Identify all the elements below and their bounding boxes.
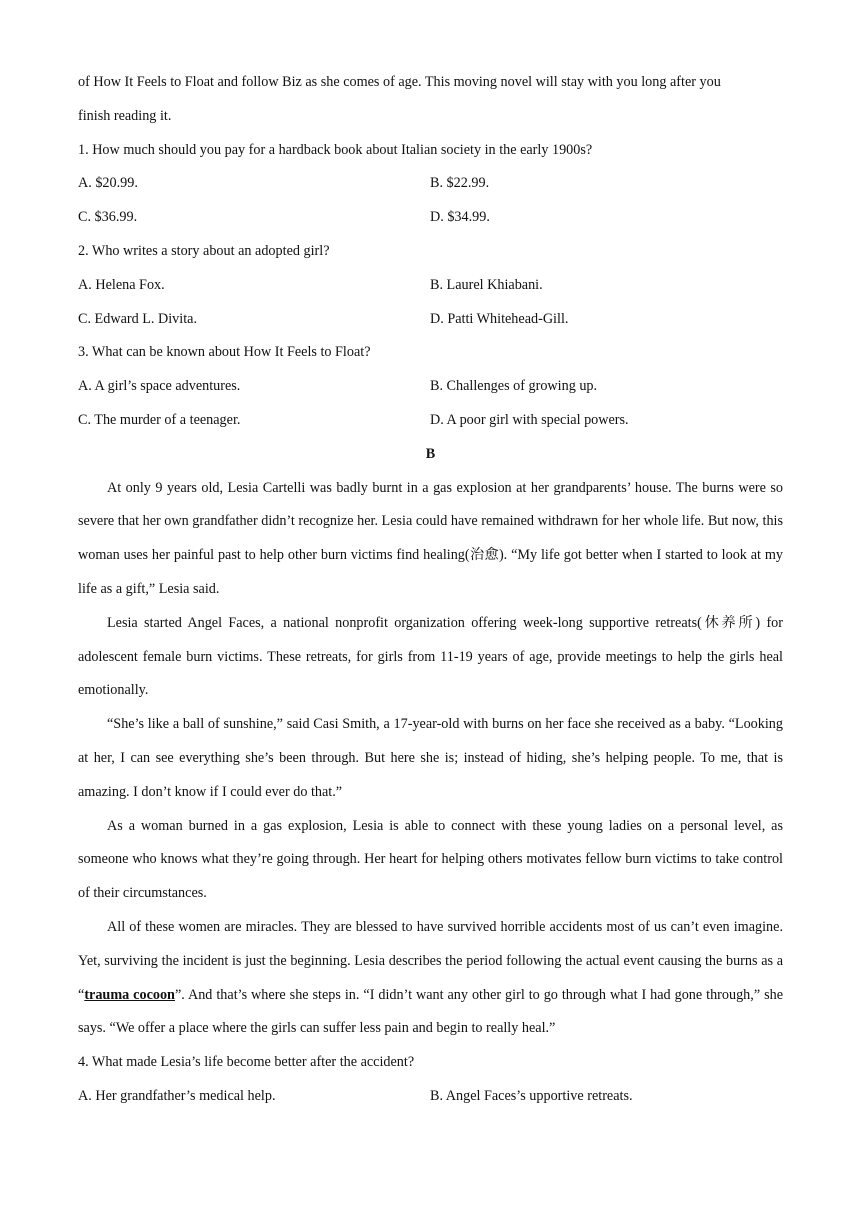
intro-line-2: finish reading it. (78, 107, 172, 124)
p5-text-before: All of these women are miracles. They are blessed to have survived horrible accidents most of us can’t even imagine. Yet, surviving the incident is just the beginning. Lesia describes the period following the actual event causing the burns as a “ (78, 918, 783, 1003)
q3-option-a: A. A girl’s space adventures. (78, 378, 241, 395)
question-1-options-row-1 (78, 167, 783, 201)
q3-option-d: D. A poor girl with special powers. (430, 411, 629, 428)
question-3-options-row-2 (78, 404, 783, 438)
question-1: 1. How much should you pay for a hardback book about Italian society in the early 1900s? (78, 141, 593, 158)
question-4: 4. What made Lesia’s life become better after the accident? (78, 1054, 415, 1071)
q2-option-c: C. Edward L. Divita. (78, 310, 197, 327)
question-2-options-row-2 (78, 303, 783, 337)
underlined-term: trauma cocoon (84, 986, 175, 1003)
q2-option-a: A. Helena Fox. (78, 276, 165, 293)
q3-option-c: C. The murder of a teenager. (78, 411, 241, 428)
section-b-paragraph-5 (78, 911, 783, 1046)
q1-option-b: B. $22.99. (430, 175, 490, 192)
section-b-paragraph-3: “She’s like a ball of sunshine,” said Casi Smith, a 17-year-old with burns on her face she received as a baby. “Looking at her, I can see everything she’s been through. But here she is; instead of hiding, she’s helping people. To me, that is amazing. I don’t know if I could ever do that.” (78, 716, 783, 800)
q1-option-a: A. $20.99. (78, 175, 138, 192)
question-2: 2. Who writes a story about an adopted girl? (78, 242, 330, 259)
section-b-paragraph-1: At only 9 years old, Lesia Cartelli was badly burnt in a gas explosion at her grandparents’ house. The burns were so severe that her own grandfather didn’t recognize her. Lesia could have remained withdrawn for her whole life. But now, this woman uses her painful past to help other burn victims find healing(治愈). “My life got better when I started to look at my life as a gift,” Lesia said. (78, 479, 783, 597)
section-b-title: B (425, 445, 436, 462)
q2-option-d: D. Patti Whitehead-Gill. (430, 310, 569, 327)
question-3-options-row-1 (78, 370, 783, 404)
question-1-options-row-2 (78, 201, 783, 235)
document-page (78, 66, 783, 1114)
question-4-options-row-1 (78, 1080, 783, 1114)
intro-line-1: of How It Feels to Float and follow Biz as she comes of age. This moving novel will stay with you long after you (78, 74, 721, 90)
section-b-paragraph-4: As a woman burned in a gas explosion, Lesia is able to connect with these young ladies on a personal level, as someone who knows what they’re going through. Her heart for helping others motivates fellow burn victims to take control of their circumstances. (78, 817, 783, 902)
q1-option-c: C. $36.99. (78, 209, 138, 226)
q4-option-a: A. Her grandfather’s medical help. (78, 1087, 276, 1104)
q4-option-b: B. Angel Faces’s upportive retreats. (430, 1087, 633, 1104)
q2-option-b: B. Laurel Khiabani. (430, 276, 543, 293)
question-3: 3. What can be known about How It Feels to Float? (78, 344, 371, 361)
p5-text-after: ”. And that’s where she steps in. “I didn’t want any other girl to go through what I had gone through,” she says. “We offer a place where the girls can suffer less pain and begin to really heal.” (78, 986, 783, 1037)
section-b-paragraph-2: Lesia started Angel Faces, a national nonprofit organization offering week-long supportive retreats(休养所) for adolescent female burn victims. These retreats, for girls from 11-19 years of age, provide meetings to help the girls heal emotionally. (78, 614, 783, 699)
q1-option-d: D. $34.99. (430, 209, 490, 226)
q3-option-b: B. Challenges of growing up. (430, 378, 598, 395)
question-2-options-row-1 (78, 269, 783, 303)
